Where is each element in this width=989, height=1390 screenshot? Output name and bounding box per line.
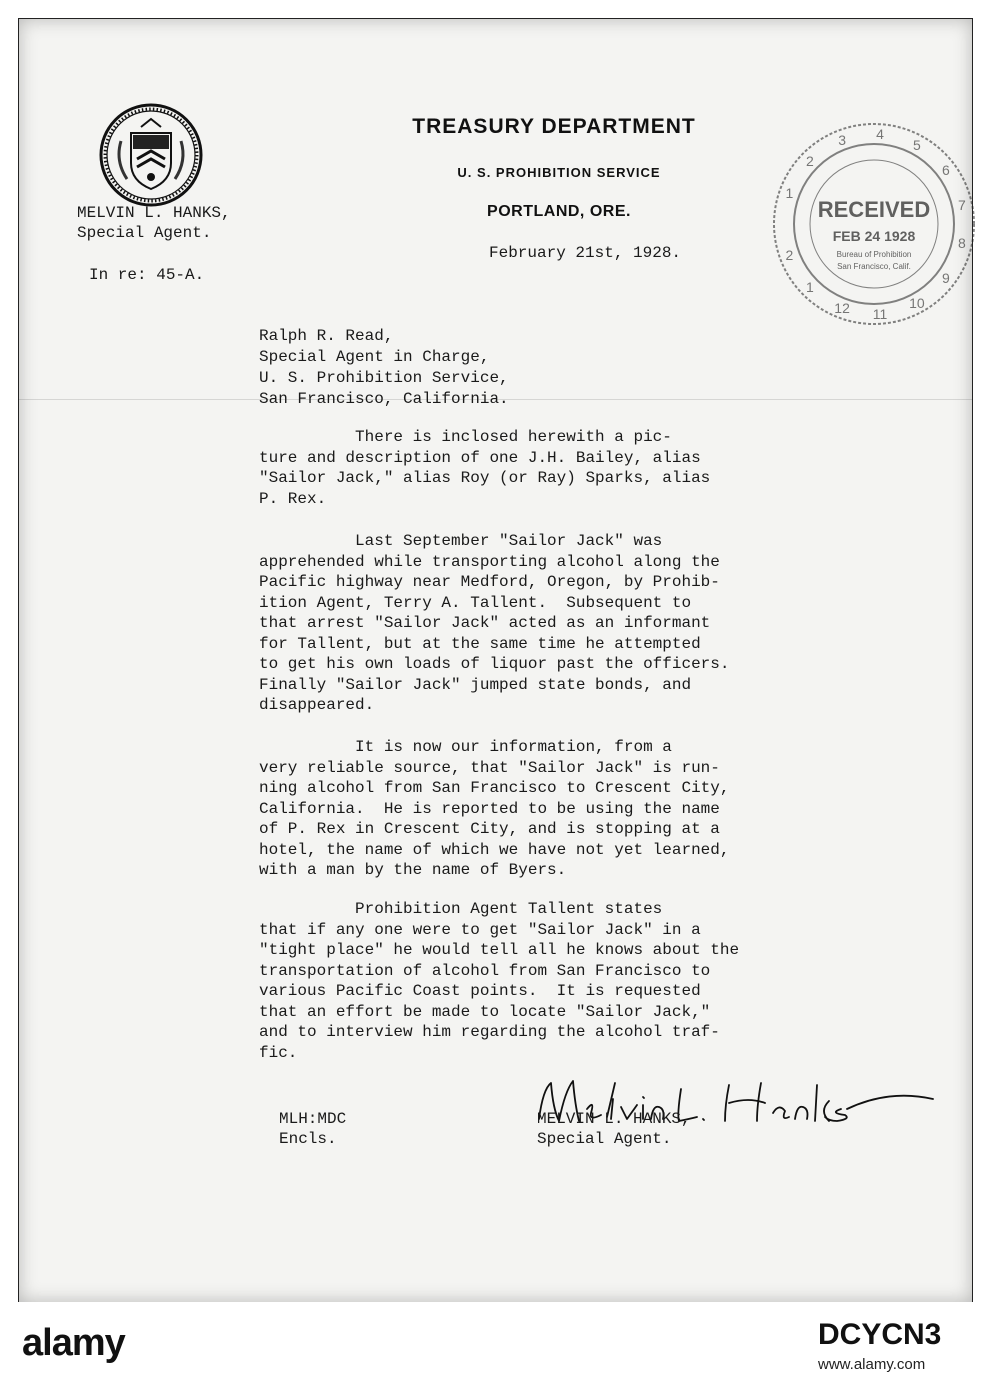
body-line: apprehended while transporting alcohol along the [259, 552, 720, 571]
body-line: and to interview him regarding the alcohol traf- [259, 1023, 720, 1041]
alamy-logo: alamy [22, 1322, 125, 1364]
body-line: "Sailor Jack," alias Roy (or Ray) Sparks, alias [259, 469, 711, 487]
service-heading: U. S. PROHIBITION SERVICE [457, 165, 661, 180]
body-paragraph-2 [259, 531, 729, 716]
image-id: DCYCN3 [818, 1318, 942, 1351]
letter-date: February 21st, 1928. [489, 244, 682, 262]
body-line: California. He is reported to be using the name [259, 799, 720, 818]
stamp-ring-number: 9 [942, 270, 950, 287]
stamp-ring-number: 2 [806, 152, 814, 169]
body-line: transportation of alcohol from San Francisco to [259, 961, 711, 980]
stamp-ring-number: 4 [876, 126, 884, 143]
body-line: Finally "Sailor Jack" jumped state bonds, and [259, 675, 692, 694]
stamp-ring-number: 8 [958, 235, 966, 252]
body-line: Last September "Sailor Jack" was [259, 532, 663, 550]
addressee-line: Special Agent in Charge, [259, 348, 490, 366]
body-line: that an effort be made to locate "Sailor Jack," [259, 1002, 711, 1021]
stamp-ring-number: 3 [838, 131, 846, 148]
typist-initials: MLH:MDC [279, 1110, 347, 1128]
stamp-received-text: RECEIVED [817, 197, 931, 222]
body-line: It is now our information, from a [259, 738, 672, 756]
location-heading: PORTLAND, ORE. [487, 203, 631, 220]
body-line: P. Rex. [259, 489, 327, 508]
addressee-line: Ralph R. Read, [259, 327, 394, 345]
reference-number: In re: 45-A. [89, 266, 205, 284]
letter-page [18, 18, 973, 1303]
stamp-ring-number: 6 [942, 161, 950, 178]
stamp-ring-number: 5 [913, 136, 921, 153]
body-line: for Tallent, but at the same time he attempted [259, 634, 701, 653]
body-line: ture and description of one J.H. Bailey, alias [259, 448, 701, 467]
body-line: ning alcohol from San Francisco to Crescent City, [259, 779, 730, 797]
body-line: "tight place" he would tell all he knows about the [259, 941, 740, 959]
sender-name: MELVIN L. HANKS, [77, 204, 231, 222]
body-line: various Pacific Coast points. It is requested [259, 982, 701, 1000]
body-line: hotel, the name of which we have not yet learned, [259, 840, 730, 859]
body-line: that if any one were to get "Sailor Jack" in a [259, 920, 701, 939]
treasury-seal-icon [97, 101, 205, 209]
stamp-city-text: San Francisco, Calif. [837, 262, 911, 271]
body-paragraph-4 [259, 899, 739, 1063]
body-paragraph-3 [259, 737, 729, 881]
body-line: Prohibition Agent Tallent states [259, 900, 663, 918]
stamp-ring-number: 11 [872, 305, 888, 322]
stamp-ring-number: 1 [785, 185, 794, 202]
received-stamp [769, 119, 979, 329]
stamp-ring-number: 1 [806, 279, 814, 296]
stamp-date-text: FEB 24 1928 [832, 228, 916, 244]
department-heading: TREASURY DEPARTMENT [412, 115, 696, 138]
body-line: Pacific highway near Medford, Oregon, by Prohib- [259, 573, 720, 591]
body-paragraph-1 [259, 427, 710, 509]
stamp-ring-number: 12 [834, 300, 850, 317]
body-line: with a man by the name of Byers. [259, 861, 567, 879]
body-line: There is inclosed herewith a pic- [259, 428, 672, 446]
stamp-ring-number: 10 [909, 295, 925, 312]
enclosures-note: Encls. [279, 1130, 337, 1148]
body-line: ition Agent, Terry A. Tallent. Subsequent to [259, 593, 692, 612]
body-line: of P. Rex in Crescent City, and is stopping at a [259, 820, 720, 838]
stamp-bureau-text: Bureau of Prohibition [836, 250, 912, 259]
addressee-line: San Francisco, California. [259, 390, 509, 408]
stamp-ring-number: 2 [785, 246, 794, 263]
closing-name: MELVIN L. HANKS, [537, 1110, 691, 1128]
body-line: disappeared. [259, 696, 375, 714]
body-line: fic. [259, 1043, 298, 1062]
body-line: very reliable source, that "Sailor Jack" is run- [259, 758, 720, 777]
addressee-line: U. S. Prohibition Service, [259, 369, 509, 387]
closing-title: Special Agent. [537, 1130, 672, 1148]
body-line: to get his own loads of liquor past the officers. [259, 655, 730, 673]
stamp-ring-number: 7 [958, 196, 966, 213]
sender-title: Special Agent. [77, 224, 212, 242]
body-line: that arrest "Sailor Jack" acted as an informant [259, 614, 711, 632]
watermark-url: www.alamy.com [818, 1356, 926, 1373]
